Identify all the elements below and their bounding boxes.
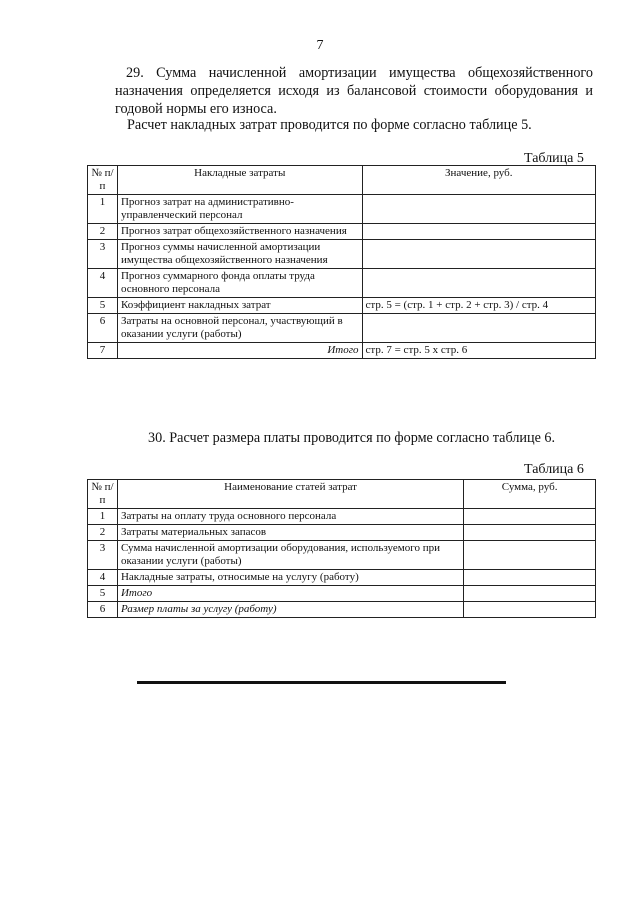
table6-header-value: Сумма, руб. bbox=[464, 480, 596, 509]
row-number: 1 bbox=[88, 195, 118, 224]
row-name: Затраты материальных запасов bbox=[117, 525, 463, 541]
table-row bbox=[88, 224, 596, 240]
paragraph-29: 29. Сумма начисленной амортизации имущества общехозяйственного назначения определяется исходя из балансовой стоимости оборудования и годовой нормы его износа. bbox=[115, 65, 593, 117]
table5-header-name: Накладные затраты bbox=[117, 166, 362, 195]
table-row bbox=[88, 269, 596, 298]
table5-caption: Таблица 5 bbox=[524, 151, 584, 166]
table6-header-name: Наименование статей затрат bbox=[117, 480, 463, 509]
row-number: 2 bbox=[88, 525, 118, 541]
row-value bbox=[464, 541, 596, 570]
row-number: 6 bbox=[88, 314, 118, 343]
row-value: стр. 7 = стр. 5 x стр. 6 bbox=[362, 343, 595, 359]
closing-rule bbox=[137, 681, 506, 684]
row-name: Прогноз затрат общехозяйственного назначения bbox=[117, 224, 362, 240]
row-number: 3 bbox=[88, 541, 118, 570]
row-value bbox=[464, 509, 596, 525]
row-number: 7 bbox=[88, 343, 118, 359]
table6 bbox=[87, 479, 596, 618]
row-name: Прогноз суммы начисленной амортизации имущества общехозяйственного назначения bbox=[117, 240, 362, 269]
row-name: Сумма начисленной амортизации оборудования, используемого при оказании услуги (работы) bbox=[117, 541, 463, 570]
table-row bbox=[88, 541, 596, 570]
row-name: Итого bbox=[117, 343, 362, 359]
table5-header-value: Значение, руб. bbox=[362, 166, 595, 195]
row-name: Прогноз суммарного фонда оплаты труда основного персонала bbox=[117, 269, 362, 298]
row-name: Размер платы за услугу (работу) bbox=[117, 602, 463, 618]
row-number: 4 bbox=[88, 269, 118, 298]
row-number: 5 bbox=[88, 298, 118, 314]
row-name: Коэффициент накладных затрат bbox=[117, 298, 362, 314]
table6-caption: Таблица 6 bbox=[524, 462, 584, 477]
row-name: Итого bbox=[117, 586, 463, 602]
row-value: стр. 5 = (стр. 1 + стр. 2 + стр. 3) / стр. 4 bbox=[362, 298, 595, 314]
table5-header-row bbox=[88, 166, 596, 195]
table6-header-row bbox=[88, 480, 596, 509]
row-name: Прогноз затрат на административно-управленческий персонал bbox=[117, 195, 362, 224]
row-number: 1 bbox=[88, 509, 118, 525]
table6-header-num: № п/п bbox=[88, 480, 118, 509]
table5 bbox=[87, 165, 596, 359]
table5-intro-paragraph: Расчет накладных затрат проводится по форме согласно таблице 5. bbox=[127, 117, 532, 133]
row-value bbox=[362, 269, 595, 298]
row-value bbox=[362, 240, 595, 269]
row-value bbox=[362, 195, 595, 224]
row-name: Накладные затраты, относимые на услугу (работу) bbox=[117, 570, 463, 586]
page-number: 7 bbox=[316, 38, 324, 53]
table-row bbox=[88, 314, 596, 343]
row-number: 3 bbox=[88, 240, 118, 269]
table-row bbox=[88, 343, 596, 359]
row-name: Затраты на оплату труда основного персонала bbox=[117, 509, 463, 525]
table5-header-num: № п/п bbox=[88, 166, 118, 195]
row-value bbox=[464, 525, 596, 541]
row-number: 4 bbox=[88, 570, 118, 586]
table-row bbox=[88, 570, 596, 586]
row-number: 6 bbox=[88, 602, 118, 618]
row-value bbox=[362, 224, 595, 240]
row-value bbox=[464, 586, 596, 602]
row-name: Затраты на основной персонал, участвующий в оказании услуги (работы) bbox=[117, 314, 362, 343]
paragraph-30: 30. Расчет размера платы проводится по форме согласно таблице 6. bbox=[148, 430, 556, 446]
row-number: 5 bbox=[88, 586, 118, 602]
row-number: 2 bbox=[88, 224, 118, 240]
table-row bbox=[88, 240, 596, 269]
row-value bbox=[362, 314, 595, 343]
table-row bbox=[88, 525, 596, 541]
row-value bbox=[464, 570, 596, 586]
table-row bbox=[88, 602, 596, 618]
table-row bbox=[88, 298, 596, 314]
table-row bbox=[88, 509, 596, 525]
row-value bbox=[464, 602, 596, 618]
table-row bbox=[88, 586, 596, 602]
table-row bbox=[88, 195, 596, 224]
